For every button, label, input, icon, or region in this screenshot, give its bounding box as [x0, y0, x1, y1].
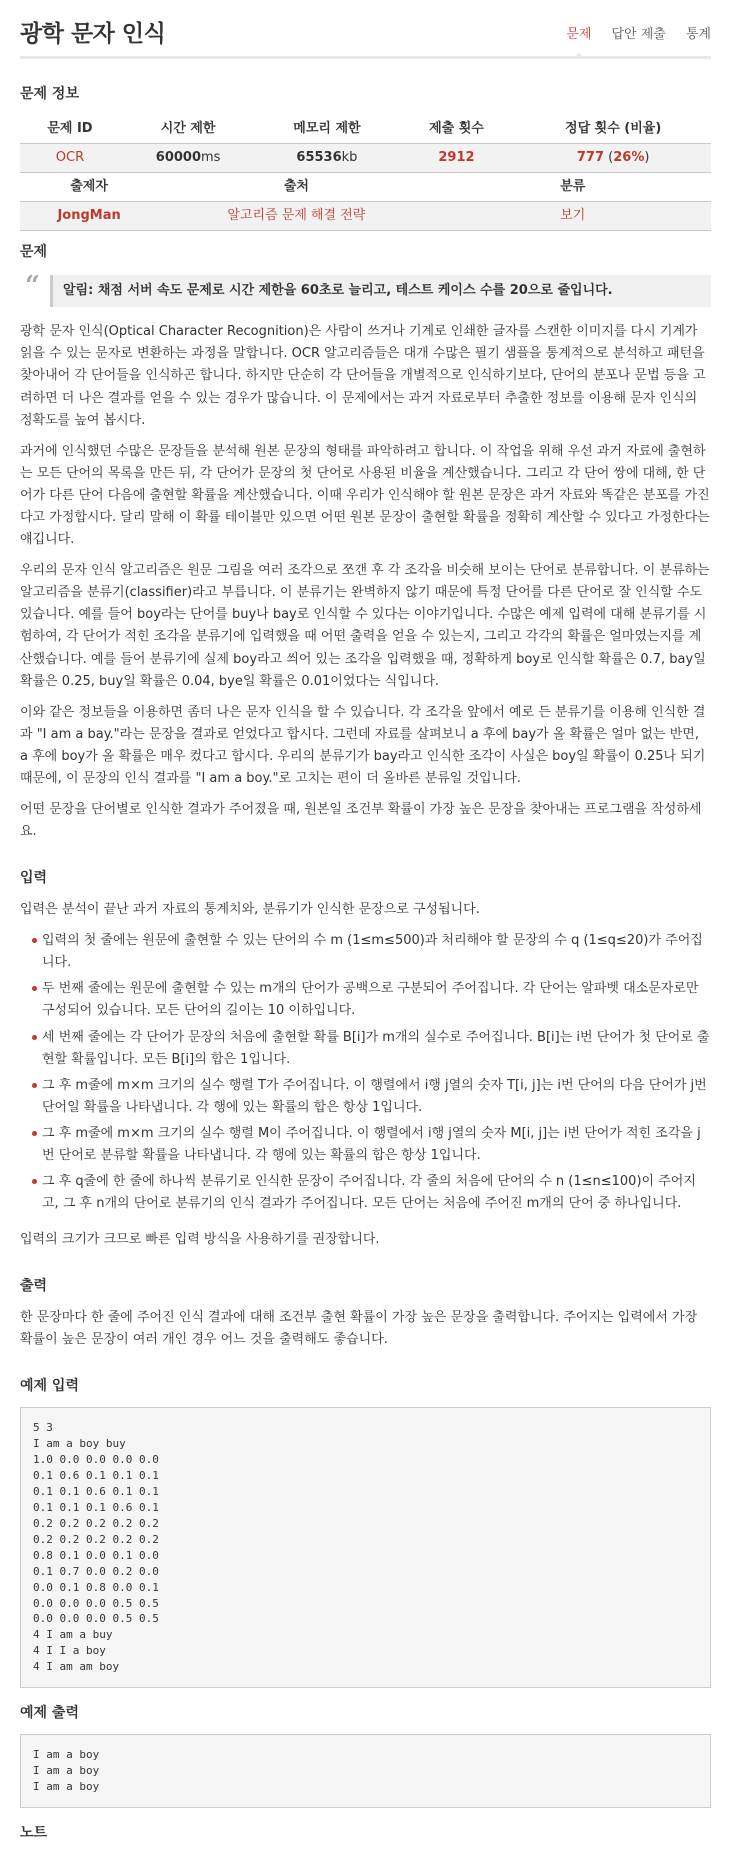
col-source: 출처 [158, 173, 434, 202]
quote-icon: “ [25, 271, 40, 302]
problem-paragraph-1: 광학 문자 인식(Optical Character Recognition)은 사람이 쓰거나 기계로 인쇄한 글자를 스캔한 이미지를 다시 기계가 읽을 수 있는 문자로 변환하는 과정을 말합니다. OCR 알고리즘들은 대개 수많은 필기 샘플을 통계적으로 분석하고 패턴을 찾아내어 각 단어들을 인식하곤 합니다. 하지만 단순히 각 단어들을 개별적으로 인식하기보다, 단어의 분포나 문법 등을 고려하면 더 나은 결과를 얻을 수 있는 경우가 많습니다. 이 문제에서는 과거 자료로부터 추출한 정보를 이용해 문자 인식의 정확도를 높여 봅시다. [20, 324, 706, 428]
ratio-value: 26% [613, 150, 645, 166]
notice-box [25, 271, 711, 307]
source [158, 202, 434, 231]
col-time-limit: 시간 제한 [120, 115, 256, 144]
time-limit-unit: ms [201, 150, 221, 166]
problem-meta-table [20, 173, 711, 231]
problem-heading: 문제 [20, 244, 48, 261]
page-title: 광학 문자 인식 [20, 21, 166, 47]
time-limit [120, 144, 256, 173]
input-rules-list [32, 930, 711, 1215]
note-heading: 노트 [20, 1824, 48, 1841]
list-item: 그 후 m줄에 m×m 크기의 실수 행렬 T가 주어집니다. 이 행렬에서 i행 j열의 숫자 T[i, j]는 i번 단어의 다음 단어가 j번 단어일 확률을 나타냅니다. 각 행에 있는 확률의 합은 항상 1입니다. [32, 1075, 711, 1119]
problem-paragraph-4: 이와 같은 정보들을 이용하면 좀더 나은 문자 인식을 할 수 있습니다. 각 조각을 앞에서 예로 든 분류기를 이용해 인식한 결과 "I am a bay."라는 문장을 결과로 얻었다고 합시다. 그런데 자료를 살펴보니 a 후에 bay가 올 확률은 얼마 없는 반면, a 후에 boy가 올 확률은 매우 컸다고 합시다. 우리의 분류기가 bay라고 인식한 조각이 사실은 boy일 확률이 0.25나 되기 때문에, 이 문장의 인식 결과를 "I am a boy."로 고치는 편이 더 올바른 분류일 것입니다. [20, 704, 706, 787]
accepted [515, 144, 711, 173]
problem-paragraph-3: 우리의 문자 인식 알고리즘은 원문 그림을 여러 조각으로 쪼갠 후 각 조각을 비슷해 보이는 단어로 분류합니다. 이 분류하는 알고리즘을 분류기(classifier)라고 부릅니다. 이 분류기는 완벽하지 않기 때문에 특정 단어를 다른 단어로 잘 인식할 수도 있습니다. 예를 들어 boy라는 단어를 buy나 bay로 인식할 수 있다는 이야기입니다. 수많은 예제 입력에 대해 분류기를 시험하여, 각 단어가 적힌 조각을 분류기에 입력했을 때 어떤 출력을 얻을 수 있는지, 그리고 각각의 확률은 얼마였는지를 계산했습니다. 예를 들어 분류기에 실제 boy라고 씌어 있는 조각을 입력했을 때, 정확하게 boy로 인식할 확률은 0.7, bay일 확률은 0.25, buy일 확률은 0.04, bye일 확률은 0.01이었다는 식입니다. [20, 563, 710, 689]
col-submissions: 제출 횟수 [398, 115, 516, 144]
list-item: 두 번째 줄에는 원문에 출현할 수 있는 m개의 단어가 공백으로 구분되어 주어집니다. 각 단어는 알파벳 대소문자로만 구성되어 있습니다. 모든 단어의 길이는 10 이하입니다. [32, 978, 711, 1022]
info-heading: 문제 정보 [20, 86, 79, 103]
list-item: 그 후 q줄에 한 줄에 하나씩 분류기로 인식한 문장이 주어집니다. 각 줄의 처음에 단어의 수 n (1≤n≤100)이 주어지고, 그 후 n개의 단어로 분류기의 인식 결과가 주어집니다. 모든 단어는 처음에 주어진 m개의 단어 중 하나입니다. [32, 1171, 711, 1215]
problem-id-value: OCR [55, 150, 85, 166]
notice-text: 알림: 채점 서버 속도 문제로 시간 제한을 60초로 늘리고, 테스트 케이스 수를 20으로 줄입니다. [63, 283, 613, 299]
input-intro: 입력은 분석이 끝난 과거 자료의 통계치와, 분류기가 인식한 문장으로 구성됩니다. [20, 902, 480, 918]
output-heading: 출력 [20, 1278, 48, 1295]
page-header [20, 0, 711, 59]
meta-header-row [20, 173, 711, 202]
memory-limit-unit: kb [341, 150, 358, 166]
col-problem-id: 문제 ID [20, 115, 120, 144]
col-category: 분류 [435, 173, 711, 202]
submissions-link[interactable]: 2912 [438, 150, 475, 166]
input-outro: 입력의 크기가 크므로 빠른 입력 방식을 사용하기를 권장합니다. [20, 1232, 380, 1248]
author [20, 202, 158, 231]
sample-output-heading: 예제 출력 [20, 1705, 79, 1722]
ratio-open: ( [604, 150, 614, 166]
memory-limit-value: 65536 [296, 150, 342, 166]
list-item: 그 후 m줄에 m×m 크기의 실수 행렬 M이 주어집니다. 이 행렬에서 i행 j열의 숫자 M[i, j]는 i번 단어가 적힌 조각을 j번 단어로 분류할 확률을 나타냅니다. 각 행에 있는 확률의 합은 항상 1입니다. [32, 1123, 711, 1167]
submissions [398, 144, 516, 173]
output-text: 한 문장마다 한 줄에 주어진 인식 결과에 대해 조건부 출현 확률이 가장 높은 문장을 출력합니다. 주어지는 입력에서 가장 확률이 높은 문장이 여러 개인 경우 어느 것을 출력해도 좋습니다. [20, 1310, 698, 1348]
sample-input-code[interactable]: 5 3 I am a boy buy 1.0 0.0 0.0 0.0 0.0 0.1 0.6 0.1 0.1 0.1 0.1 0.1 0.6 0.1 0.1 0.1 0.1 0.1 0.6 0.1 0.2 0.2 0.2 0.2 0.2 0.2 0.2 0.2 0.2 0.2 0.8 0.1 0.0 0.1 0.0 0.1 0.7 0.0 0.2 0.0 0.0 0.1 0.8 0.0 0.1 0.0 0.0 0.0 0.5 0.5 0.0 0.0 0.0 0.5 0.5 4 I am a buy 4 I I a boy 4 I am am boy [20, 1407, 711, 1688]
tab-problem[interactable]: 문제 [566, 24, 591, 46]
problem-info-table [20, 115, 711, 173]
input-heading: 입력 [20, 870, 48, 887]
problem-nav [566, 24, 711, 50]
problem-paragraph-2: 과거에 인식했던 수많은 문장들을 분석해 원본 문장의 형태를 파악하려고 합니다. 이 작업을 위해 우선 과거 자료에 출현하는 모든 단어의 목록을 만든 뒤, 각 단어가 문장의 첫 단어로 사용된 비율을 계산했습니다. 그리고 각 단어 쌍에 대해, 한 단어가 다른 단어 다음에 출현할 확률을 계산했습니다. 이때 우리가 인식해야 할 원본 문장은 과거 자료와 똑같은 분포를 가진다고 가정합시다. 달리 말해 이 확률 테이블만 있으면 어떤 원본 문장이 출현할 확률을 정확히 계산할 수 있다고 가정한다는 얘깁니다. [20, 443, 710, 548]
category-toggle[interactable]: 보기 [560, 208, 586, 224]
tab-statistics[interactable]: 통계 [685, 27, 711, 43]
info-value-row [20, 144, 711, 173]
accepted-link[interactable]: 777 [576, 150, 605, 166]
info-header-row [20, 115, 711, 144]
col-author: 출제자 [20, 173, 158, 202]
problem-id [20, 144, 120, 173]
col-accepted: 정답 횟수 (비율) [515, 115, 711, 144]
ratio-close: ) [644, 150, 650, 166]
memory-limit [256, 144, 397, 173]
tab-submit[interactable]: 답안 제출 [611, 27, 666, 43]
problem-paragraph-5: 어떤 문장을 단어별로 인식한 결과가 주어졌을 때, 원본일 조건부 확률이 가장 높은 문장을 찾아내는 프로그램을 작성하세요. [20, 802, 702, 840]
source-link[interactable]: 알고리즘 문제 해결 전략 [227, 208, 366, 224]
sample-output-code[interactable]: I am a boy I am a boy I am a boy [20, 1734, 711, 1808]
time-limit-value: 60000 [155, 150, 202, 166]
author-link[interactable]: JongMan [57, 208, 121, 224]
category [435, 202, 711, 231]
col-memory-limit: 메모리 제한 [256, 115, 397, 144]
list-item: 세 번째 줄에는 각 단어가 문장의 처음에 출현할 확률 B[i]가 m개의 실수로 주어집니다. B[i]는 i번 단어가 첫 단어로 출현할 확률입니다. 모든 B[i]의 합은 1입니다. [32, 1027, 711, 1071]
sample-input-heading: 예제 입력 [20, 1378, 79, 1395]
list-item: 입력의 첫 줄에는 원문에 출현할 수 있는 단어의 수 m (1≤m≤500)과 처리해야 할 문장의 수 q (1≤q≤20)가 주어집니다. [32, 930, 711, 974]
meta-value-row [20, 202, 711, 231]
